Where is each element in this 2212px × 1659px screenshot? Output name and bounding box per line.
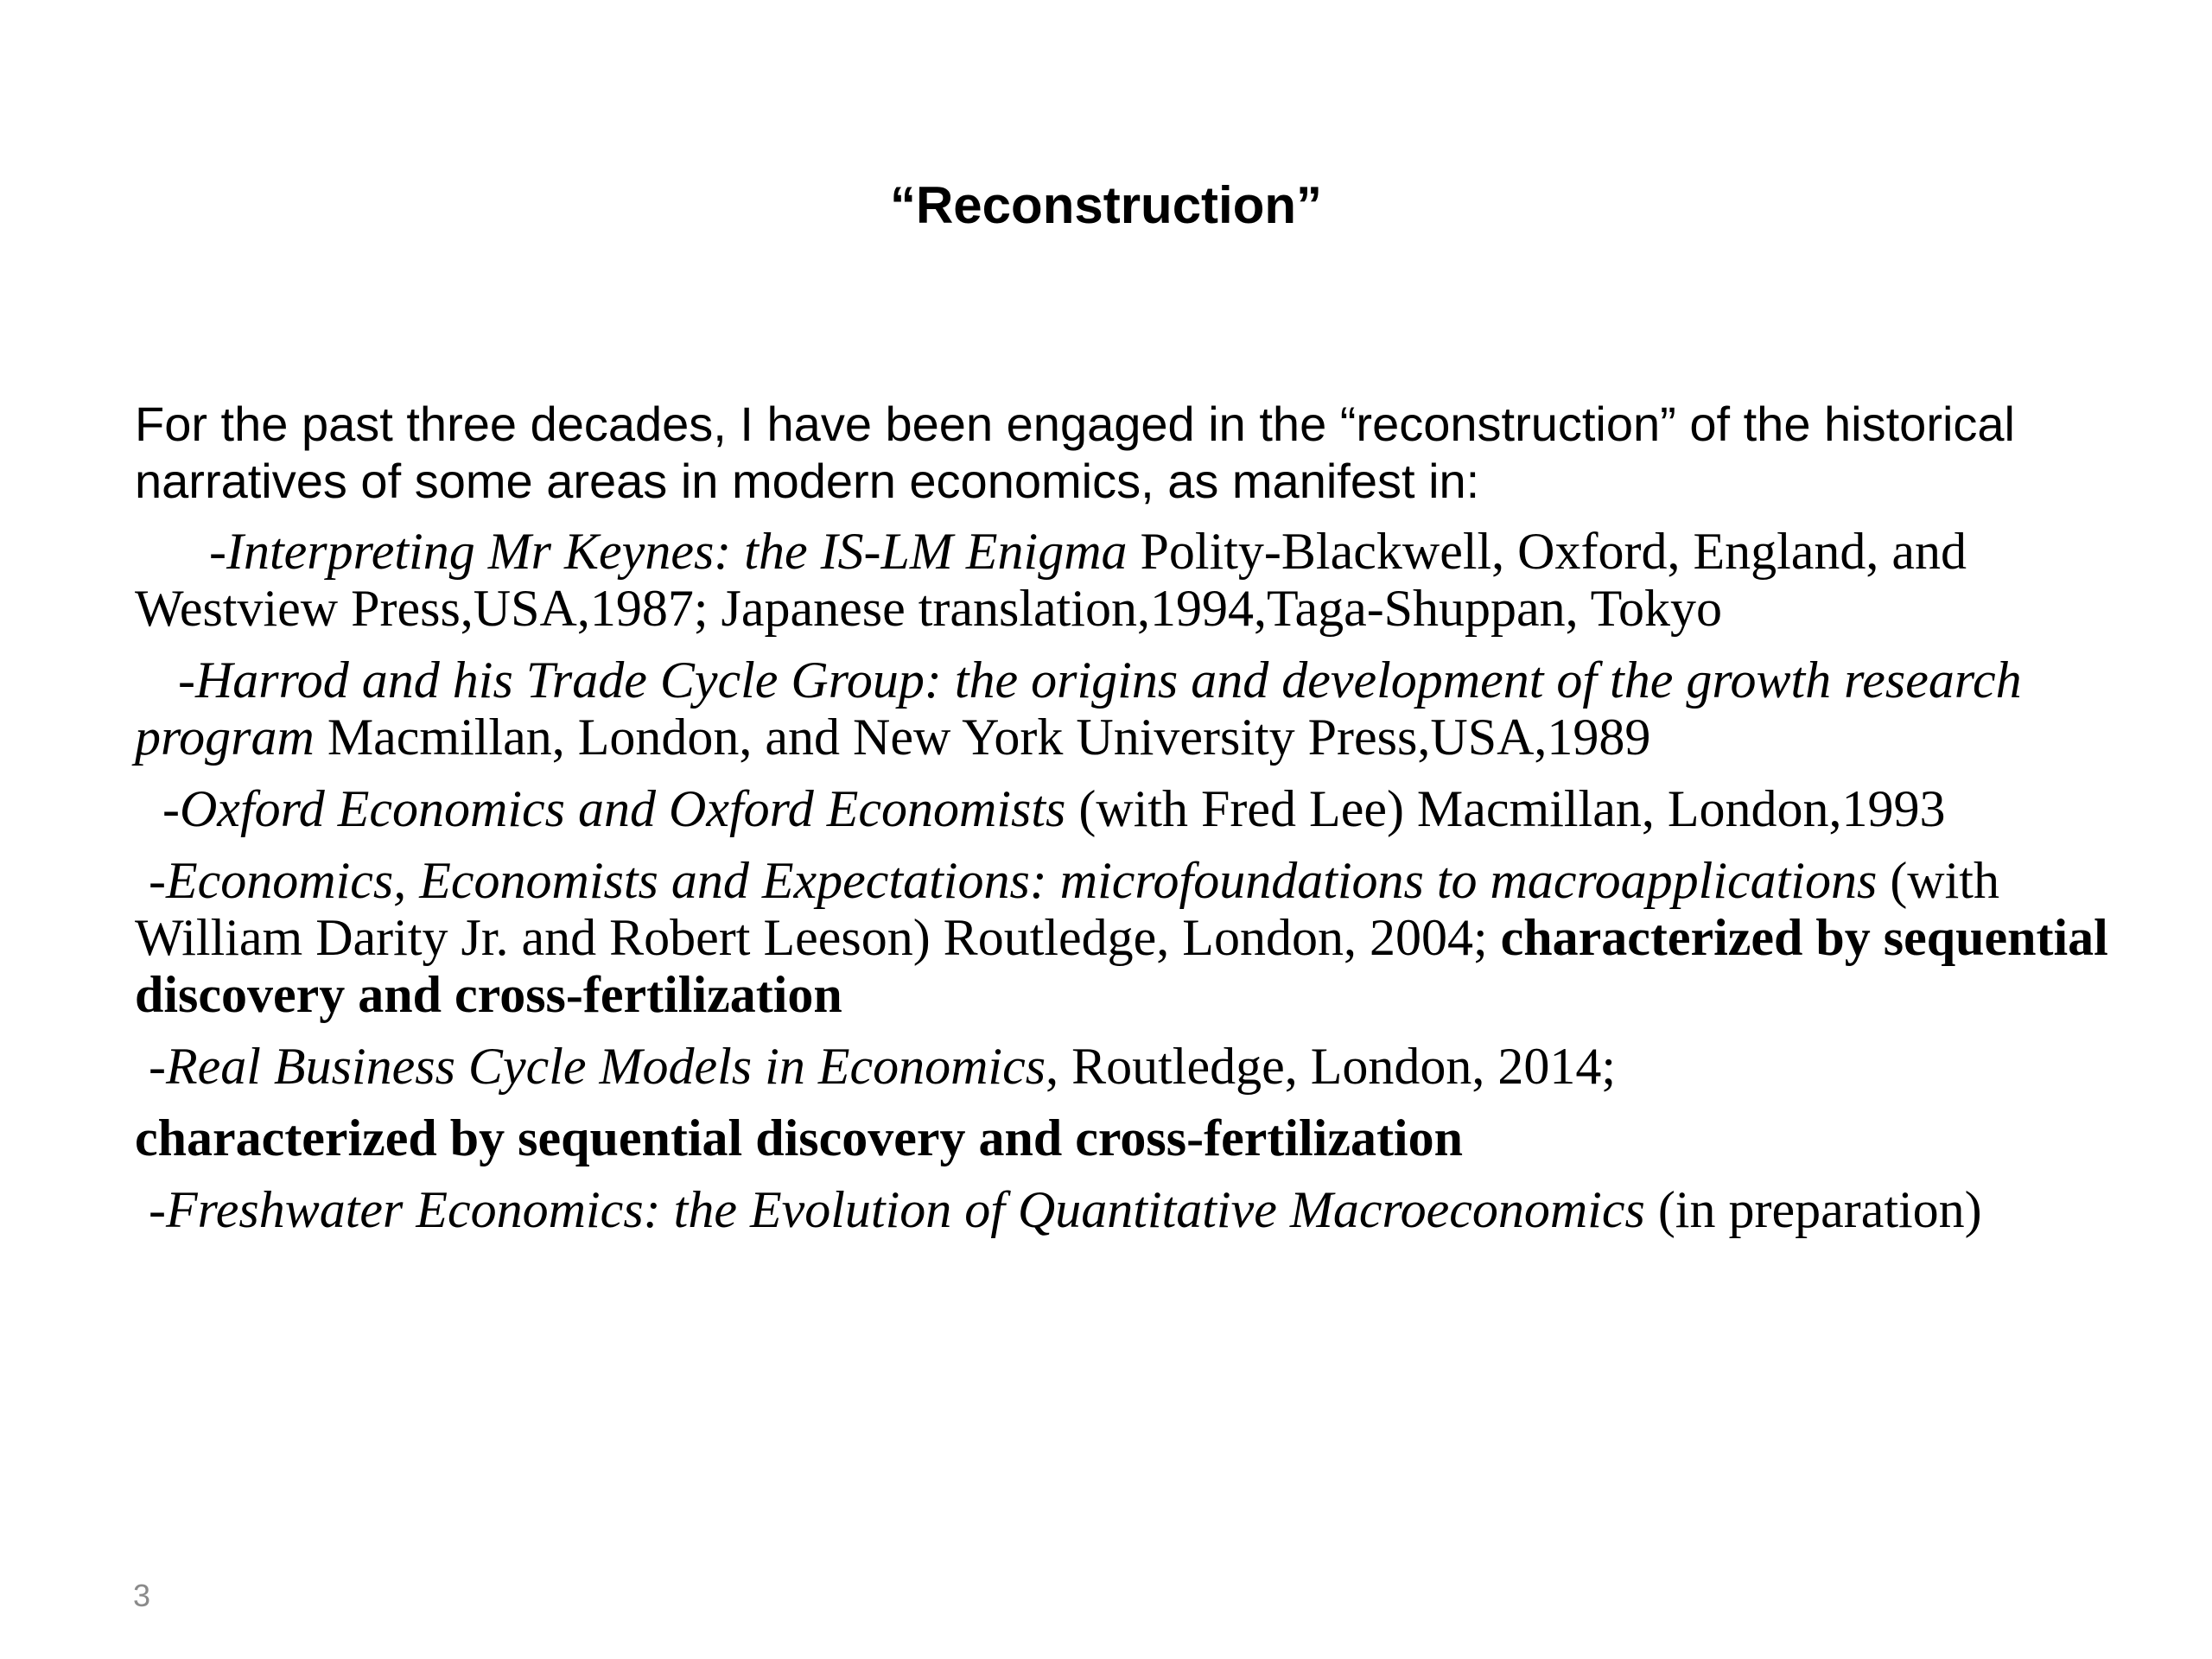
reference-details: (with William Darity Jr. and Robert Leeson) Routledge, London, 2004; — [135, 852, 1999, 966]
reference-title: -Oxford Economics and Oxford Economists — [162, 780, 1066, 837]
reference-title: -Harrod and his Trade Cycle Group: the origins and development of the growth research program — [135, 652, 2022, 766]
reference-item — [135, 523, 2113, 637]
reference-title: -Economics, Economists and Expectations: microfoundations to macroapplications — [149, 852, 1878, 909]
reference-item — [135, 652, 2113, 766]
tagline: characterized by sequential discovery and cross-fertilization — [135, 1109, 1463, 1166]
reference-item — [135, 852, 2113, 1023]
slide-title: “Reconstruction” — [889, 176, 1323, 234]
reference-details: Macmillan, London, and New York University Press,USA,1989 — [314, 709, 1651, 766]
intro-paragraph: For the past three decades, I have been engaged in the “reconstruction” of the historical narratives of some areas in modern economics, as manifest in: — [135, 397, 2015, 508]
reference-details: (with Fred Lee) Macmillan, London,1993 — [1065, 780, 1946, 837]
reference-title: -Interpreting Mr Keynes: the IS-LM Enigma — [209, 523, 1128, 580]
reference-item — [135, 1181, 2113, 1238]
reference-details: Polity-Blackwell, Oxford, England, and Westview Press,USA,1987; Japanese translation,1994,Taga-Shuppan, Tokyo — [135, 523, 1967, 637]
reference-item — [135, 780, 2113, 837]
reference-details: (in preparation) — [1644, 1181, 1982, 1238]
reference-emphasis: characterized by sequential discovery and cross-fertilization — [135, 909, 2108, 1023]
reference-list — [135, 523, 2113, 1253]
reference-title: -Real Business Cycle Models in Economics — [149, 1038, 1046, 1095]
reference-details: , Routledge, London, 2014; — [1046, 1038, 1617, 1095]
reference-item — [135, 1038, 2113, 1095]
page-number: 3 — [133, 1578, 151, 1613]
reference-title: -Freshwater Economics: the Evolution of Quantitative Macroeconomics — [149, 1181, 1645, 1238]
